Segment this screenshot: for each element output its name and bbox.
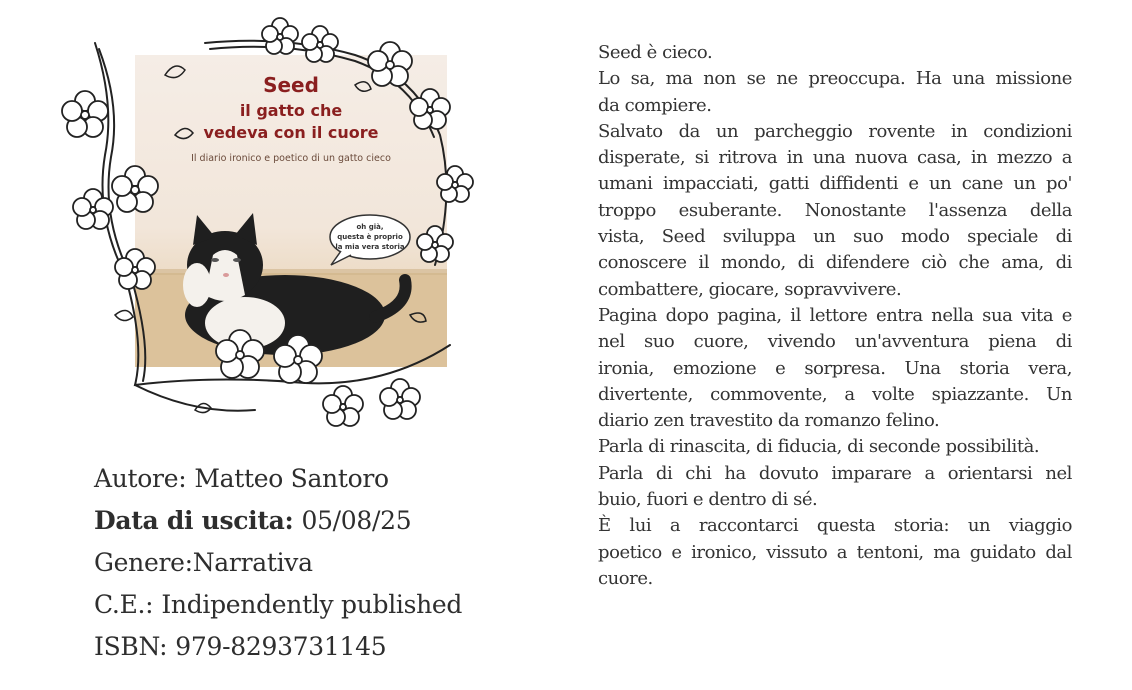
isbn-label: ISBN: xyxy=(94,632,168,661)
cover-subtitle-line2: vedeva con il cuore xyxy=(203,123,379,142)
description-line: da compiere. xyxy=(598,94,712,116)
release-date-row xyxy=(94,500,514,542)
description-line: umani impacciati, gatti diffidenti e un cane un po' xyxy=(598,173,1072,195)
genre-value: Narrativa xyxy=(192,548,313,577)
cover-subtitle-line1: il gatto che xyxy=(239,101,343,120)
isbn-row xyxy=(94,626,514,668)
author-row xyxy=(94,458,514,500)
description-line: Pagina dopo pagina, il lettore entra nella sua vita e xyxy=(598,304,1072,326)
description-line: vista, Seed sviluppa un suo modo speciale di xyxy=(598,226,1072,248)
description-line: Lo sa, ma non se ne preoccupa. Ha una missione xyxy=(598,68,1072,90)
genre-row xyxy=(94,542,514,584)
description-line: disperate, si ritrova in una nuova casa, in mezzo a xyxy=(598,147,1072,169)
bubble-text-line: questa è proprio xyxy=(337,233,403,241)
author-value: Matteo Santoro xyxy=(194,464,389,493)
description-line: divertente, commovente, a volte spiazzante. Un xyxy=(598,383,1072,405)
description-line: Parla di chi ha dovuto imparare a orientarsi nel xyxy=(598,462,1072,484)
description-line: troppo esuberante. Nonostante l'assenza della xyxy=(598,199,1072,221)
bubble-text-line: oh già, xyxy=(356,223,384,231)
publisher-label: C.E.: xyxy=(94,590,154,619)
description-line: buio, fuori e dentro di sé. xyxy=(598,489,818,511)
isbn-value: 979-8293731145 xyxy=(175,632,387,661)
description-line: Salvato da un parcheggio rovente in condizioni xyxy=(598,120,1072,142)
description-line: ironia, emozione e sorpresa. Una storia vera, xyxy=(598,357,1072,379)
book-cover-illustration xyxy=(55,15,475,435)
book-description xyxy=(598,40,1072,592)
description-line: poetico e ironico, vissuto a tentoni, ma guidato dal xyxy=(598,541,1072,563)
book-metadata xyxy=(94,458,514,668)
description-line: È lui a raccontarci questa storia: un viaggio xyxy=(598,515,1072,537)
description-line: conoscere il mondo, di difendere ciò che ama, di xyxy=(598,252,1072,274)
genre-label: Genere: xyxy=(94,548,193,577)
description-line: Parla di rinascita, di fiducia, di seconde possibilità. xyxy=(598,436,1040,458)
author-label: Autore: xyxy=(94,464,187,493)
book-cover xyxy=(135,55,447,367)
bubble-text-line: la mia vera storia xyxy=(335,243,405,251)
description-line: Seed è cieco. xyxy=(598,42,713,63)
description-line: cuore. xyxy=(598,567,653,589)
release-date-label: Data di uscita: xyxy=(94,506,294,535)
cover-tagline: Il diario ironico e poetico di un gatto cieco xyxy=(191,153,391,164)
description-line: diario zen travestito da romanzo felino. xyxy=(598,410,940,432)
publisher-row xyxy=(94,584,514,626)
description-line: nel suo cuore, vivendo un'avventura piena di xyxy=(598,331,1072,353)
release-date-value: 05/08/25 xyxy=(301,506,412,535)
cover-title: Seed xyxy=(263,73,319,97)
description-line: combattere, giocare, sopravvivere. xyxy=(598,278,902,300)
publisher-value: Indipendently published xyxy=(161,590,463,619)
